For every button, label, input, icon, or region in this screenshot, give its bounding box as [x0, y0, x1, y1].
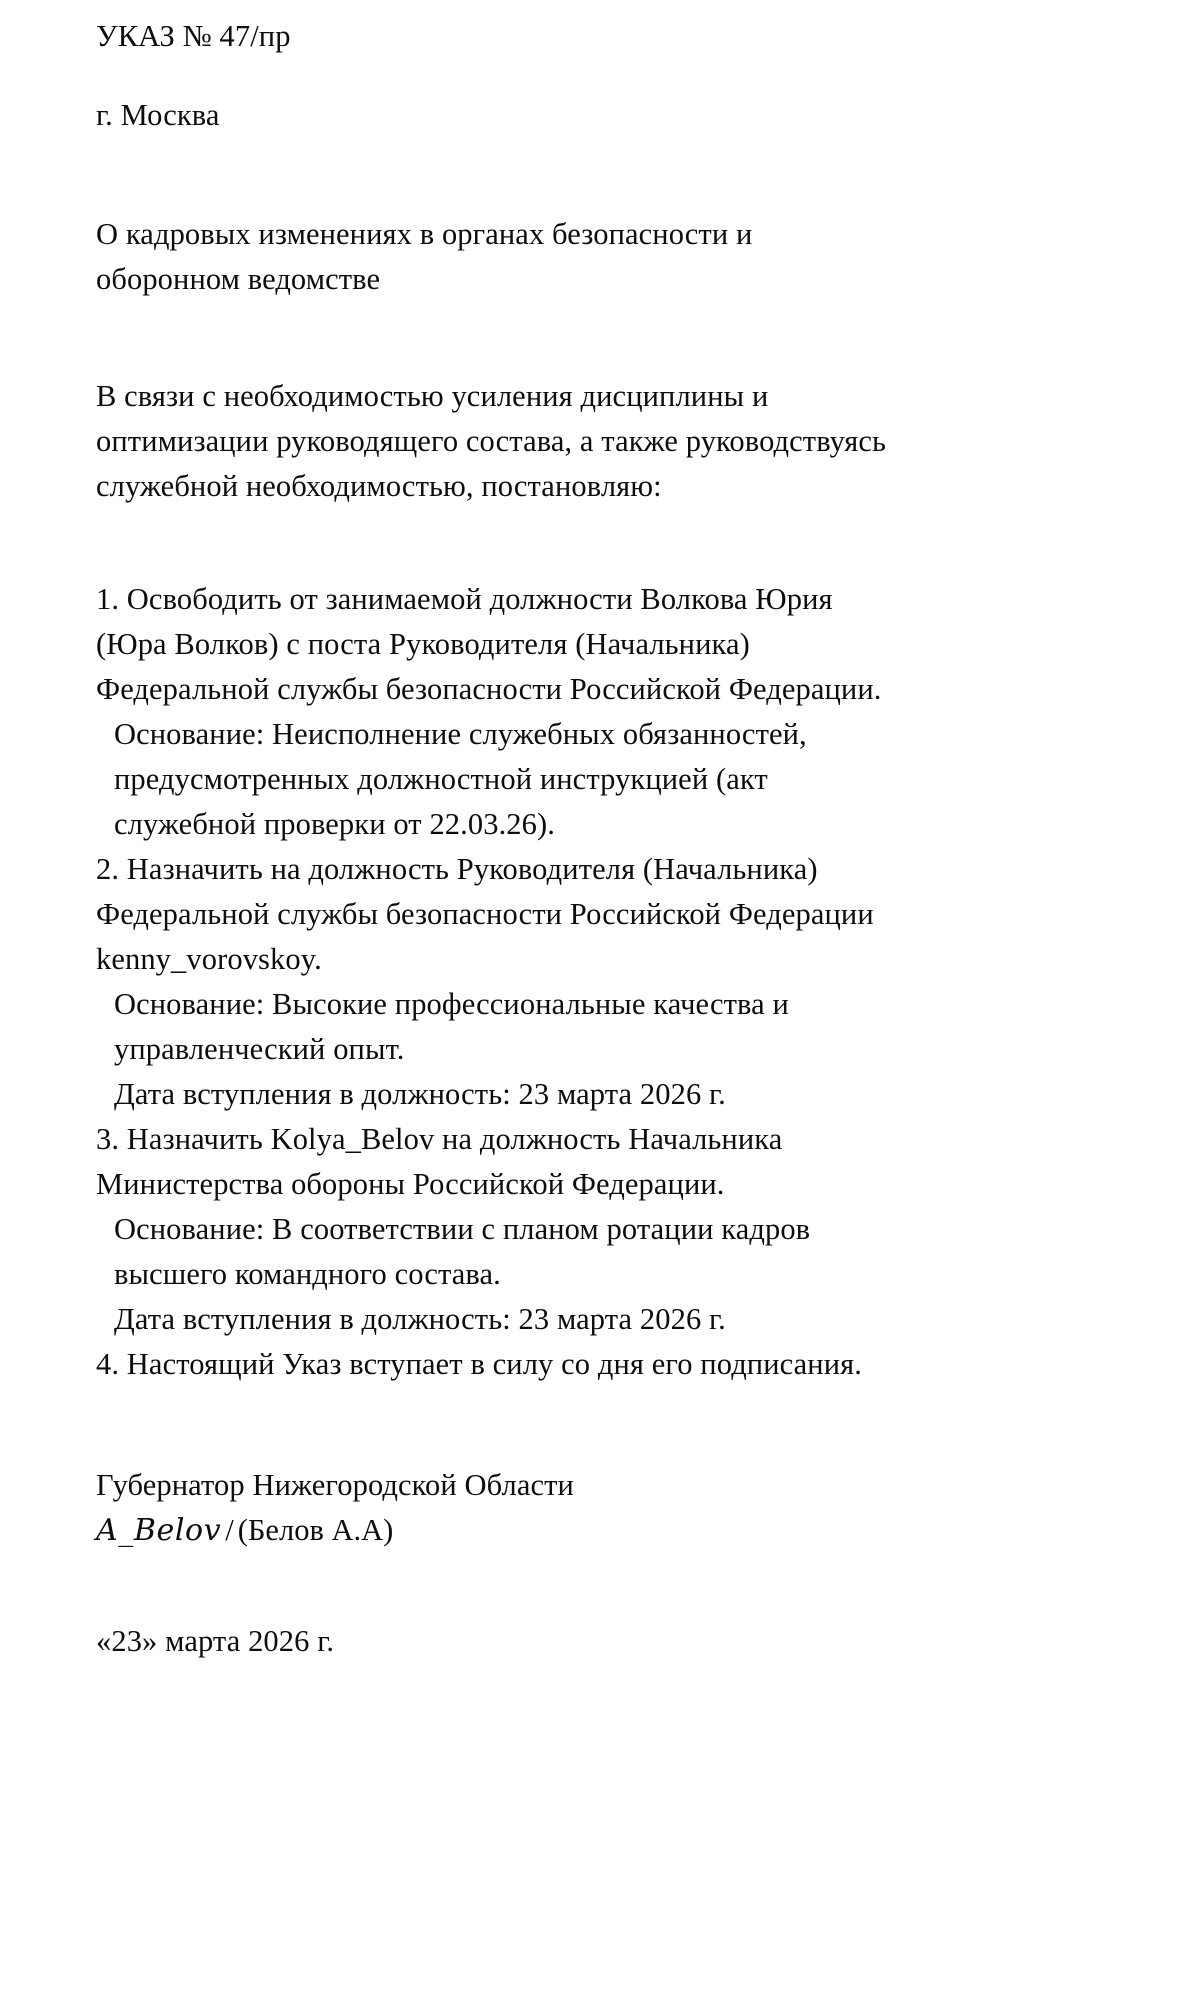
- document-body: [0, 14, 900, 1664]
- clause-3-text: 3. Назначить Kolya_Belov на должность Начальника Министерства обороны Российской Федерации.: [96, 1122, 791, 1201]
- clause-2-text: 2. Назначить на должность Руководителя (Начальника) Федеральной службы безопасности Российской Федерации kenny_vorovskoy.: [96, 852, 882, 976]
- clause-1-basis: Основание: Неисполнение служебных обязанностей, предусмотренных должностной инструкцией (акт служебной проверки от 22.03.26).: [114, 717, 815, 841]
- spacer: [96, 302, 900, 374]
- signatory-position: Губернатор Нижегородской Области: [96, 1468, 574, 1502]
- decree-city: г. Москва: [96, 98, 220, 132]
- document-date: «23» марта 2026 г.: [96, 1624, 335, 1658]
- spacer: [96, 509, 900, 577]
- decree-number: УКАЗ № 47/пр: [96, 19, 291, 53]
- spacer: [96, 59, 900, 93]
- signatory-printed-name: (Белов А.А): [237, 1513, 394, 1547]
- spacer: [96, 1553, 900, 1619]
- signature-script: A_Belov: [96, 1513, 222, 1548]
- decree-title: О кадровых изменениях в органах безопасности и оборонном ведомстве: [96, 217, 761, 296]
- spacer: [96, 1387, 900, 1463]
- spacer: [96, 138, 900, 212]
- clause-3-basis: Основание: В соответствии с планом ротации кадров высшего командного состава.: [114, 1212, 818, 1291]
- clause-2-basis: Основание: Высокие профессиональные качества и управленческий опыт.: [114, 987, 797, 1066]
- decree-preamble: В связи с необходимостью усиления дисциплины и оптимизации руководящего состава, а также руководствуясь служебной необходимостью, постановляю:: [96, 379, 894, 503]
- signature-line: [96, 1508, 900, 1553]
- signature-separator: /: [225, 1513, 234, 1547]
- clause-3-effective-date: Дата вступления в должность: 23 марта 2026 г.: [114, 1302, 726, 1336]
- clause-1-text: 1. Освободить от занимаемой должности Волкова Юрия (Юра Волков) с поста Руководителя (Начальника) Федеральной службы безопасности Российской Федерации.: [96, 582, 882, 706]
- clause-2-effective-date: Дата вступления в должность: 23 марта 2026 г.: [114, 1077, 726, 1111]
- clause-4-text: 4. Настоящий Указ вступает в силу со дня его подписания.: [96, 1347, 862, 1381]
